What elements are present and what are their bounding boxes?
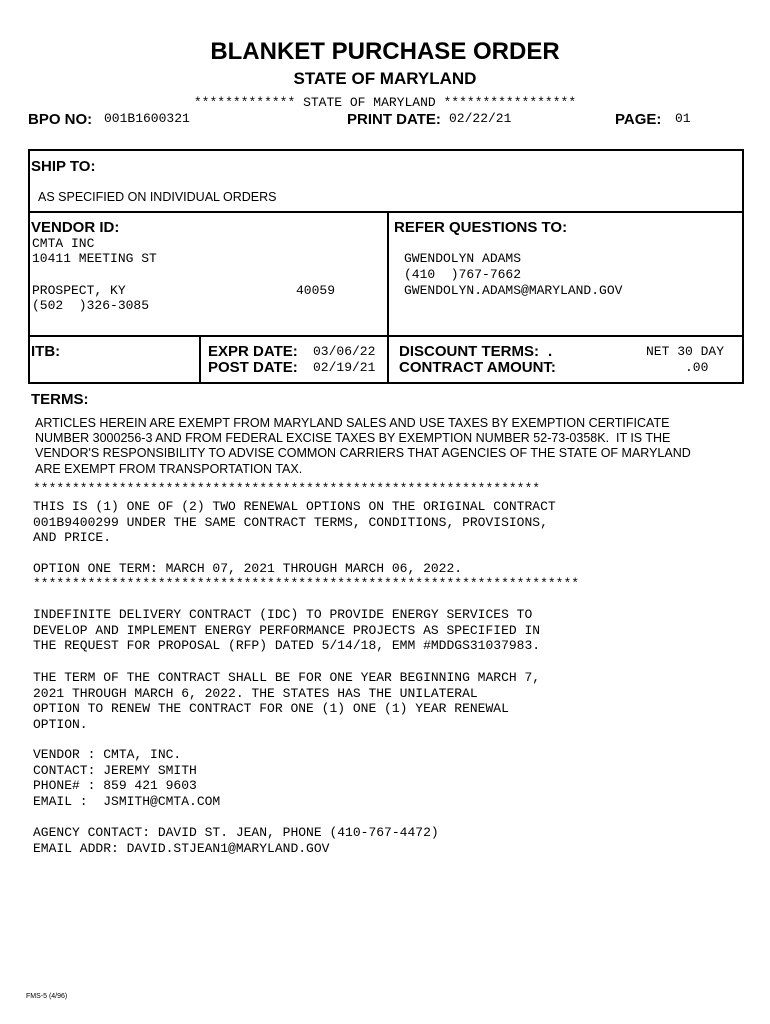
refer-phone: (410 )767-7662 [404,267,522,282]
discount-terms-value: NET 30 DAY [646,344,725,359]
discount-terms-label: DISCOUNT TERMS: [399,343,539,360]
contract-term-paragraph: THE TERM OF THE CONTRACT SHALL BE FOR ONE YEAR BEGINNING MARCH 7, 2021 THROUGH MARCH 6, 2022. THE STATES HAS THE UNILATERAL OPTION TO RENEW THE CONTRACT FOR ONE (1) ONE (1) YEAR RENEWAL OPTION. [33,670,541,732]
contract-amount-value: .00 [685,360,709,375]
form-id: FMS-5 (4/96) [26,993,68,1000]
page-label: PAGE: [615,111,662,128]
bpo-number-label: BPO NO: [28,111,93,128]
renewal-paragraph: THIS IS (1) ONE OF (2) TWO RENEWAL OPTIONS ON THE ORIGINAL CONTRACT 001B9400299 UNDER THE SAME CONTRACT TERMS, CONDITIONS, PROVISIONS, AND PRICE. [33,499,556,545]
ship-to-divider [28,211,744,213]
agency-contact-block: AGENCY CONTACT: DAVID ST. JEAN, PHONE (410-767-4472) EMAIL ADDR: DAVID.STJEAN1@MARYLAND.GOV [33,825,439,856]
post-date-label: POST DATE: [208,359,298,376]
refer-questions-label: REFER QUESTIONS TO: [394,219,568,236]
itb-label: ITB: [31,343,61,360]
option-term-line: OPTION ONE TERM: MARCH 07, 2021 THROUGH MARCH 06, 2022. [33,561,463,576]
ship-to-label: SHIP TO: [31,158,96,175]
vendor-contact-block: VENDOR : CMTA, INC. CONTACT: JEREMY SMITH PHONE# : 859 421 9603 EMAIL : JSMITH@CMTA.COM [33,747,221,809]
header-banner: ************* STATE OF MARYLAND ***************** [193,95,577,110]
vendor-city: PROSPECT, KY [32,283,126,298]
expr-date-value: 03/06/22 [313,344,376,359]
terms-text: ARTICLES HEREIN ARE EXEMPT FROM MARYLAND SALES AND USE TAXES BY EXEMPTION CERTIFICATE NUMBER 3000256-3 AND FROM FEDERAL EXCISE TAXES BY EXEMPTION NUMBER 52-73-0358K. IT IS THE VENDOR'S RESPONSIBILITY TO ADVISE COMMON CARRIERS THAT AGENCIES OF THE STATE OF MARYLAND ARE EXEMPT FROM TRANSPORTATION TAX. [35,416,691,476]
bpo-number-value: 001B1600321 [104,111,190,126]
form-box [28,149,744,384]
page-value: 01 [675,111,691,126]
document-title: BLANKET PURCHASE ORDER [210,38,560,65]
refer-email: GWENDOLYN.ADAMS@MARYLAND.GOV [404,283,623,298]
vendor-refer-divider [387,211,389,382]
refer-name: GWENDOLYN ADAMS [404,251,522,266]
contract-amount-label: CONTRACT AMOUNT: [399,359,556,376]
vendor-phone: (502 )326-3085 [32,298,150,313]
print-date-value: 02/22/21 [449,111,512,126]
document-subtitle: STATE OF MARYLAND [293,69,477,88]
idc-paragraph: INDEFINITE DELIVERY CONTRACT (IDC) TO PROVIDE ENERGY SERVICES TO DEVELOP AND IMPLEMENT ENERGY PERFORMANCE PROJECTS AS SPECIFIED IN THE REQUEST FOR PROPOSAL (RFP) DATED 5/14/18, EMM #MDDGS31037983. [33,607,541,653]
star-divider-bottom: ********************************************************************** [33,576,580,591]
itb-dates-divider [199,335,201,382]
vendor-street: 10411 MEETING ST [32,251,157,266]
vendor-zip: 40059 [296,283,336,298]
expr-date-label: EXPR DATE: [208,343,298,360]
vendor-id-label: VENDOR ID: [31,219,120,236]
print-date-label: PRINT DATE: [347,111,441,128]
post-date-value: 02/19/21 [313,360,376,375]
vendor-name: CMTA INC [32,236,95,251]
vendor-bottom-divider [28,335,744,337]
terms-label: TERMS: [31,391,89,408]
star-divider-top: ***************************************************************** [33,481,541,496]
ship-to-value: AS SPECIFIED ON INDIVIDUAL ORDERS [38,190,277,204]
discount-terms-dot: . [548,343,553,360]
